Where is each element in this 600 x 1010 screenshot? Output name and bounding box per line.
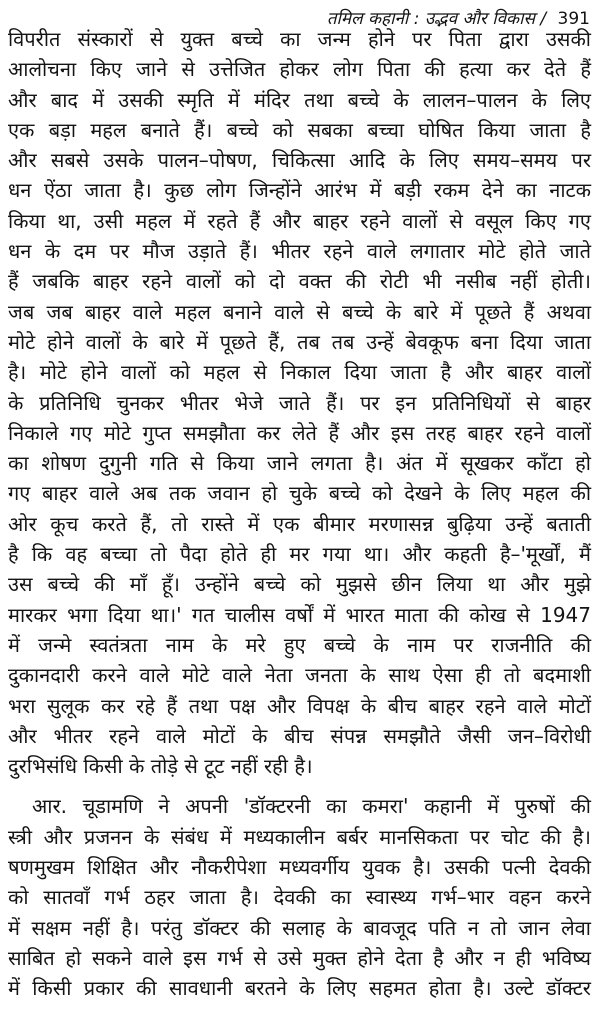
text-line: में सक्षम नहीं है। परंतु डॉक्टर की सलाह के बावजूद पति न तो जान लेवा: [8, 915, 591, 940]
header-separator: /: [540, 9, 547, 29]
header-title: तमिल कहानी : उद्भव और विकास: [326, 9, 535, 29]
text-line: ओर कूच करते हैं, तो रास्ते में एक बीमार मरणासन्न बुढ़िया उन्हें बताती: [8, 511, 591, 536]
text-line: और भीतर रहने वाले मोटों के बीच संपन्न समझौते जैसी जन–विरोधी: [8, 723, 591, 748]
text-line: को सातवाँ गर्भ ठहर जाता है। देवकी का स्वास्थ्य गर्भ–भार वहन करने: [8, 885, 591, 910]
text-line: और सबसे उसके पालन–पोषण, चिकित्सा आदि के लिए समय–समय पर: [8, 148, 591, 173]
paragraph-2: [8, 791, 591, 1003]
text-line: आर. चूडामणि ने अपनी 'डॉक्टरनी का कमरा' कहानी में पुरुषों की: [32, 794, 591, 819]
text-line: के प्रतिनिधि चुनकर भीतर भेजे जाते हैं। पर इन प्रतिनिधियों से बाहर: [8, 390, 591, 415]
text-line: साबित हो सकने वाले इस गर्भ से उसे मुक्त होने देता है और न ही भविष्य: [8, 945, 591, 970]
text-line: भरा सुलूक कर रहे हैं तथा पक्ष और विपक्ष के बीच बाहर रहने वाले मोटों: [8, 693, 591, 718]
text-line: जब जब बाहर वाले महल बनाने वाले से बच्चे के बारे में पूछते हैं अथवा: [8, 299, 591, 324]
text-line: धन के दम पर मौज उड़ाते हैं। भीतर रहने वाले लगातार मोटे होते जाते: [8, 239, 591, 264]
paragraph-1: [8, 24, 591, 781]
text-line: है। मोटे होने वालों को महल से निकाल दिया जाता है और बाहर वालों: [8, 360, 591, 385]
text-line: निकाले गए मोटे गुप्त समझौता कर लेते हैं और इस तरह बाहर रहने वालों: [8, 420, 591, 445]
text-line: मोटे होने वालों के बारे में पूछते हैं, तब तब उन्हें बेवकूफ बना दिया जाता: [8, 329, 591, 354]
text-line: गए बाहर वाले अब तक जवान हो चुके बच्चे को देखने के लिए महल की: [8, 481, 591, 506]
text-line: मारकर भगा दिया था।' गत चालीस वर्षों में भारत माता की कोख से 1947: [8, 602, 591, 627]
text-line: और बाद में उसकी स्मृति में मंदिर तथा बच्चे के लालन–पालन के लिए: [8, 87, 591, 112]
text-line: किया था, उसी महल में रहते हैं और बाहर रहने वालों से वसूल किए गए: [8, 208, 591, 233]
text-line: विपरीत संस्कारों से युक्त बच्चे का जन्म होने पर पिता द्वारा उसकी: [8, 27, 591, 51]
page-number: 391: [557, 9, 590, 29]
text-line: में किसी प्रकार की सावधानी बरतने के लिए सहमत होता है। उल्टे डॉक्टर: [8, 976, 591, 1001]
text-line: दुकानदारी करने वाले मोटे वाले नेता जनता के साथ ऐसा ही तो बदमाशी: [8, 663, 591, 688]
text-line: हैं जबकि बाहर रहने वालों को दो वक्त की रोटी भी नसीब नहीं होती।: [8, 269, 591, 294]
text-line: का शोषण दुगुनी गति से किया जाने लगता है। अंत में सूखकर काँटा हो: [8, 451, 591, 476]
text-line: दुरभिसंधि किसी के तोड़े से टूट नहीं रही है।: [8, 754, 313, 779]
text-line: में जन्मे स्वतंत्रता नाम के मरे हुए बच्चे के नाम पर राजनीति की: [8, 632, 591, 657]
page-body: [8, 24, 591, 1004]
text-line: षणमुखम शिक्षित और नौकरीपेशा मध्यवर्गीय युवक है। उसकी पत्नी देवकी: [8, 855, 591, 880]
text-line: धन ऐंठा जाता है। कुछ लोग जिन्होंने आरंभ में बड़ी रकम देने का नाटक: [8, 178, 591, 203]
text-line: आलोचना किए जाने से उत्तेजित होकर लोग पिता की हत्या कर देते हैं: [8, 57, 591, 82]
text-line: एक बड़ा महल बनाते हैं। बच्चे को सबका बच्चा घोषित किया जाता है: [8, 117, 591, 142]
text-line: उस बच्चे की माँ हूँ। उन्होंने बच्चे को मुझसे छीन लिया था और मुझे: [8, 572, 591, 597]
text-line: स्त्री और प्रजनन के संबंध में मध्यकालीन बर्बर मानसिकता पर चोट की है।: [8, 824, 591, 849]
text-line: है कि वह बच्चा तो पैदा होते ही मर गया था। और कहती है–'मूर्खों, मैं: [8, 542, 591, 567]
